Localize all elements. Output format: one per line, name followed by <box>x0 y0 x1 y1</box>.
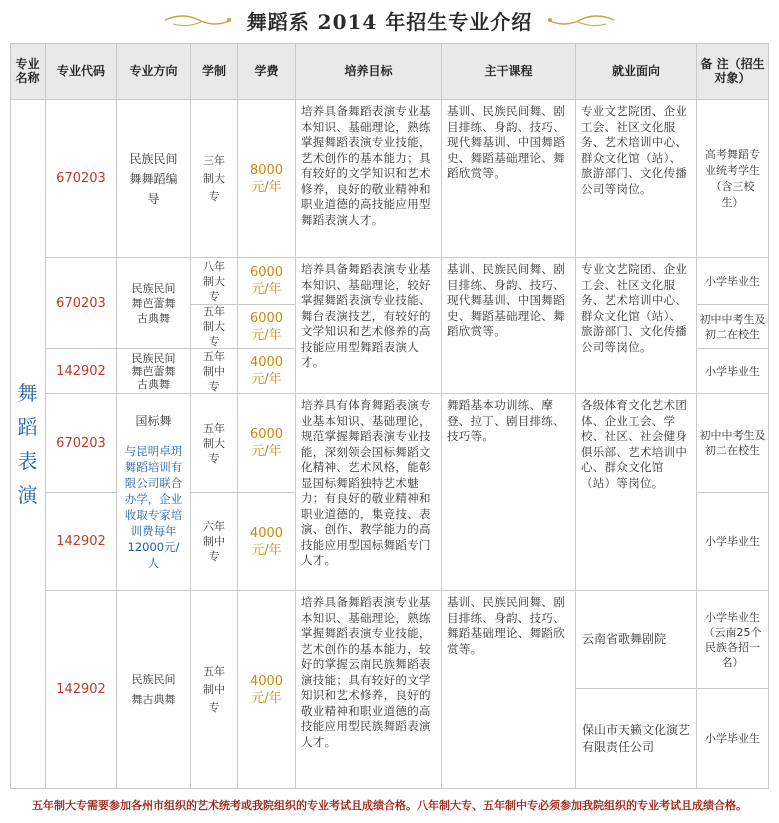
header-duration: 学制 <box>191 43 238 100</box>
header-fee: 学费 <box>238 43 296 100</box>
courses-cell: 基训、民族民间舞、剧目排练、身韵、技巧、现代舞基训、中国舞蹈史、舞蹈基础理论、舞蹈欣赏等。 <box>442 100 576 258</box>
employment-cell: 专业文艺院团、企业工会、社区文化服务、艺术培训中心、群众文化馆（站）、旅游部门、文化传播公司等岗位。 <box>576 258 697 394</box>
code-cell: 670203 <box>46 100 117 258</box>
courses-cell: 舞蹈基本功训练、摩登、拉丁、剧目排练、技巧等。 <box>442 394 576 591</box>
employment-cell: 专业文艺院团、企业工会、社区文化服务、艺术培训中心、群众文化馆（站）、旅游部门、文化传播公司等岗位。 <box>576 100 697 258</box>
remark-cell: 小学毕业生 <box>697 493 769 591</box>
fee-cell: 4000 元/年 <box>238 591 296 789</box>
code-cell: 142902 <box>46 493 117 591</box>
courses-cell: 基训、民族民间舞、剧目排练、身韵、技巧、现代舞基训、中国舞蹈史、舞蹈基础理论、舞蹈欣赏等。 <box>442 258 576 394</box>
fee-cell: 6000 元/年 <box>238 305 296 349</box>
code-cell: 142902 <box>46 349 117 394</box>
employment-cell: 各级体育文化艺术团体、企业工会、学校、社区、社会健身俱乐部、艺术培训中心、群众文化馆（站）等岗位。 <box>576 394 697 591</box>
left-flourish-ornament <box>163 10 233 30</box>
direction-cell: 民族民间舞舞蹈编导 <box>117 100 191 258</box>
remark-cell: 小学毕业生（云南25个民族各招一名） <box>697 591 769 689</box>
duration-cell: 六年制中专 <box>191 493 238 591</box>
right-flourish-ornament <box>546 10 616 30</box>
page-title: 舞蹈系 2014 年招生专业介绍 <box>246 9 533 34</box>
partner-note: 与昆明卓玥舞蹈培训有限公司联合办学，企业收取专家培训费每年12000元/人 <box>124 443 183 570</box>
title-bar <box>0 0 779 40</box>
direction-cell: 民族民间舞古典舞 <box>117 591 191 789</box>
major-name-text: 舞蹈表演 <box>17 381 38 507</box>
goal-cell: 培养具备舞蹈表演专业基本知识、基础理论，熟练掌握舞蹈表演专业技能，艺术创作的基本能力；具有较好的文学知识和艺术修养，良好的敬业精神和职业道德的高技能应用型舞蹈表演人才。 <box>296 100 442 258</box>
code-cell: 670203 <box>46 394 117 493</box>
employment-cell: 保山市天籁文化演艺有限责任公司 <box>576 689 697 789</box>
goal-cell: 培养具有体育舞蹈表演专业基本知识、基础理论，规范掌握舞蹈表演专业技能，深刻领会国标舞蹈文化精神、艺术风格，能彰显国标舞蹈独特艺术魅力；有良好的敬业精神和职业道德的，集竞技、表演、创作、教学能力的高技能应用型国标舞蹈专门人才。 <box>296 394 442 591</box>
header-direction: 专业方向 <box>117 43 191 100</box>
header-code: 专业代码 <box>46 43 117 100</box>
remark-cell: 初中中考生及初二在校生 <box>697 394 769 493</box>
fee-cell: 4000 元/年 <box>238 493 296 591</box>
courses-cell: 基训、民族民间舞、剧目排练、身韵、技巧、舞蹈基础理论、舞蹈欣赏等。 <box>442 591 576 789</box>
remark-cell: 小学毕业生 <box>697 689 769 789</box>
duration-cell: 八年制大专 <box>191 258 238 305</box>
header-remark: 备 注（招生对象） <box>697 43 769 100</box>
goal-cell: 培养具备舞蹈表演专业基本知识、基础理论，较好掌握舞蹈表演专业技能、舞台表演技艺，有较好的文学知识和艺术修养的高技能应用型舞蹈表演人才。 <box>296 258 442 394</box>
header-courses: 主干课程 <box>442 43 576 100</box>
goal-cell: 培养具备舞蹈表演专业基本知识、基础理论，熟练掌握舞蹈表演专业技能，艺术创作的基本能力，较好的掌握云南民族舞蹈表演技能；具有较好的文学知识和艺术修养，良好的敬业精神和职业道德的高技能应用型民族舞蹈表演人才。 <box>296 591 442 789</box>
fee-cell: 4000 元/年 <box>238 349 296 394</box>
duration-cell: 五年制中专 <box>191 591 238 789</box>
remark-cell: 小学毕业生 <box>697 349 769 394</box>
remark-cell: 小学毕业生 <box>697 258 769 305</box>
header-employment: 就业面向 <box>576 43 697 100</box>
employment-cell: 云南省歌舞剧院 <box>576 591 697 689</box>
major-name <box>10 100 46 789</box>
remark-cell: 高考舞蹈专业统考学生（含三校生） <box>697 100 769 258</box>
direction-intl-label: 国标舞 <box>135 413 172 428</box>
duration-cell: 五年制大专 <box>191 305 238 349</box>
code-cell: 142902 <box>46 591 117 789</box>
admissions-table <box>10 43 769 789</box>
code-cell: 670203 <box>46 258 117 349</box>
duration-cell: 三年制大专 <box>191 100 238 258</box>
footnote: 五年制大专需要参加各州市组织的艺术统考或我院组织的专业考试且成绩合格。八年制大专、五年制中专必须参加我院组织的专业考试且成绩合格。 <box>32 799 747 812</box>
header-goal: 培养目标 <box>296 43 442 100</box>
fee-cell: 6000 元/年 <box>238 258 296 305</box>
fee-cell: 6000 元/年 <box>238 394 296 493</box>
direction-cell: 民族民间舞芭蕾舞古典舞 <box>117 258 191 349</box>
remark-cell: 初中中考生及初二在校生 <box>697 305 769 349</box>
duration-cell: 五年制大专 <box>191 394 238 493</box>
header-major-name: 专业名称 <box>10 43 46 100</box>
duration-cell: 五年制中专 <box>191 349 238 394</box>
fee-cell: 8000 元/年 <box>238 100 296 258</box>
direction-cell: 民族民间舞芭蕾舞古典舞 <box>117 349 191 394</box>
direction-cell-intl <box>117 394 191 591</box>
